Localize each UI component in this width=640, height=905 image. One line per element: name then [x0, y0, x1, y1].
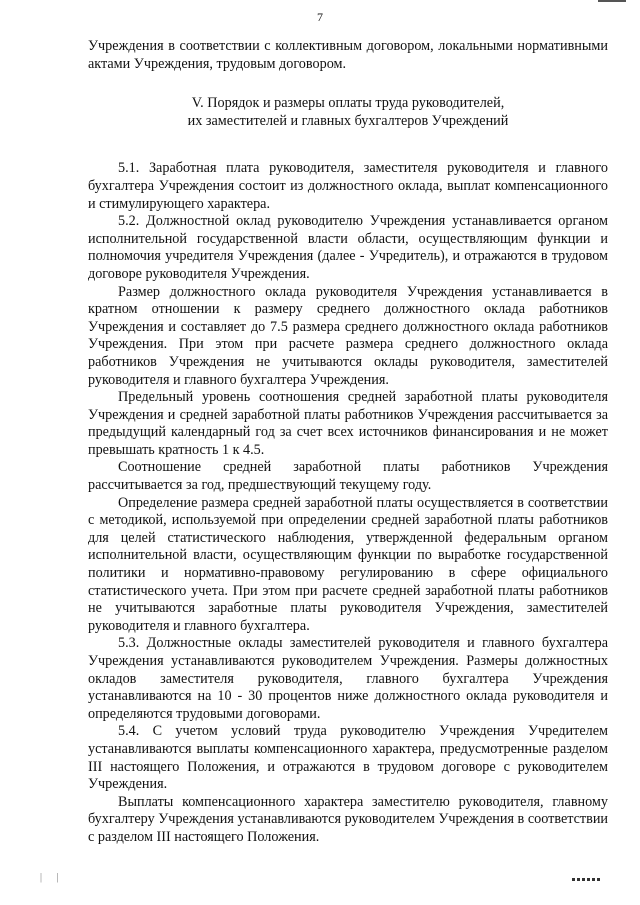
paragraph-5-1: 5.1. Заработная плата руководителя, заместителя руководителя и главного бухгалтера Учреждения состоит из должностного оклада, выплат компенсационного и стимулирующего характера.: [88, 160, 608, 212]
document-body: [88, 38, 608, 847]
intro-paragraph: Учреждения в соответствии с коллективным договором, локальными нормативными актами Учреждения, трудовым договором.: [88, 38, 608, 72]
paragraph-average-salary-method: Определение размера средней заработной платы осуществляется в соответствии с методикой, используемой при определении средней заработной платы работников для целей статистического наблюдения, утвержденной федеральным органом исполнительной власти, осуществляющим функции по выработке государственной политики и нормативно-правовому регулированию в сфере официального статистического учета. При этом при расчете средней заработной платы работников не учитываются заработные платы руководителя Учреждения, заместителей руководителя и главного бухгалтера.: [88, 494, 608, 634]
scan-mark-bottom-left: | |: [40, 872, 65, 883]
scan-mark-bottom-right: [572, 878, 602, 881]
paragraph-salary-size: Размер должностного оклада руководителя Учреждения устанавливается в кратном отношении к размеру среднего должностного оклада работников Учреждения и составляет до 7.5 размера среднего должностного оклада работников Учреждения. При этом при расчете размера среднего должностного оклада работников Учреждения не учитываются оклады руководителя, заместителей руководителя и главного бухгалтера Учреждения.: [88, 283, 608, 388]
paragraph-ratio-period: Соотношение средней заработной платы работников Учреждения рассчитывается за год, предшествующий текущему году.: [88, 459, 608, 494]
paragraph-5-2: 5.2. Должностной оклад руководителю Учреждения устанавливается органом исполнительной государственной власти области, осуществляющим функции и полномочия учредителя Учреждения (далее - Учредитель), и отражаются в трудовом договоре руководителя Учреждения.: [88, 213, 608, 282]
paragraph-compensation-deputies: Выплаты компенсационного характера заместителю руководителя, главному бухгалтеру Учреждения устанавливаются руководителем Учреждения в соответствии с разделом III настоящего Положения.: [88, 793, 608, 845]
section-heading: [88, 95, 608, 130]
paragraph-ratio-limit: Предельный уровень соотношения средней заработной платы руководителя Учреждения и средней заработной платы работников Учреждения рассчитывается за предыдущий календарный год за счет всех источников финансирования и не может превышать кратность 1 к 4.5.: [88, 389, 608, 458]
paragraph-5-3: 5.3. Должностные оклады заместителей руководителя и главного бухгалтера Учреждения устанавливаются руководителем Учреждения. Размеры должностных окладов заместителя руководителя, главного бухгалтера Учреждения устанавливаются на 10 - 30 процентов ниже должностного оклада руководителя и определяются трудовыми договорами.: [88, 635, 608, 722]
page-number: 7: [317, 10, 323, 24]
section-heading-line1: V. Порядок и размеры оплаты труда руководителей,: [191, 95, 505, 112]
section-heading-line2: их заместителей и главных бухгалтеров Учреждений: [187, 112, 509, 129]
scan-mark-top: [598, 0, 626, 2]
paragraph-5-4: 5.4. С учетом условий труда руководителю Учреждения Учредителем устанавливаются выплаты компенсационного характера, предусмотренные разделом III настоящего Положения, и отражаются в трудовом договоре с руководителем Учреждения.: [88, 723, 608, 793]
